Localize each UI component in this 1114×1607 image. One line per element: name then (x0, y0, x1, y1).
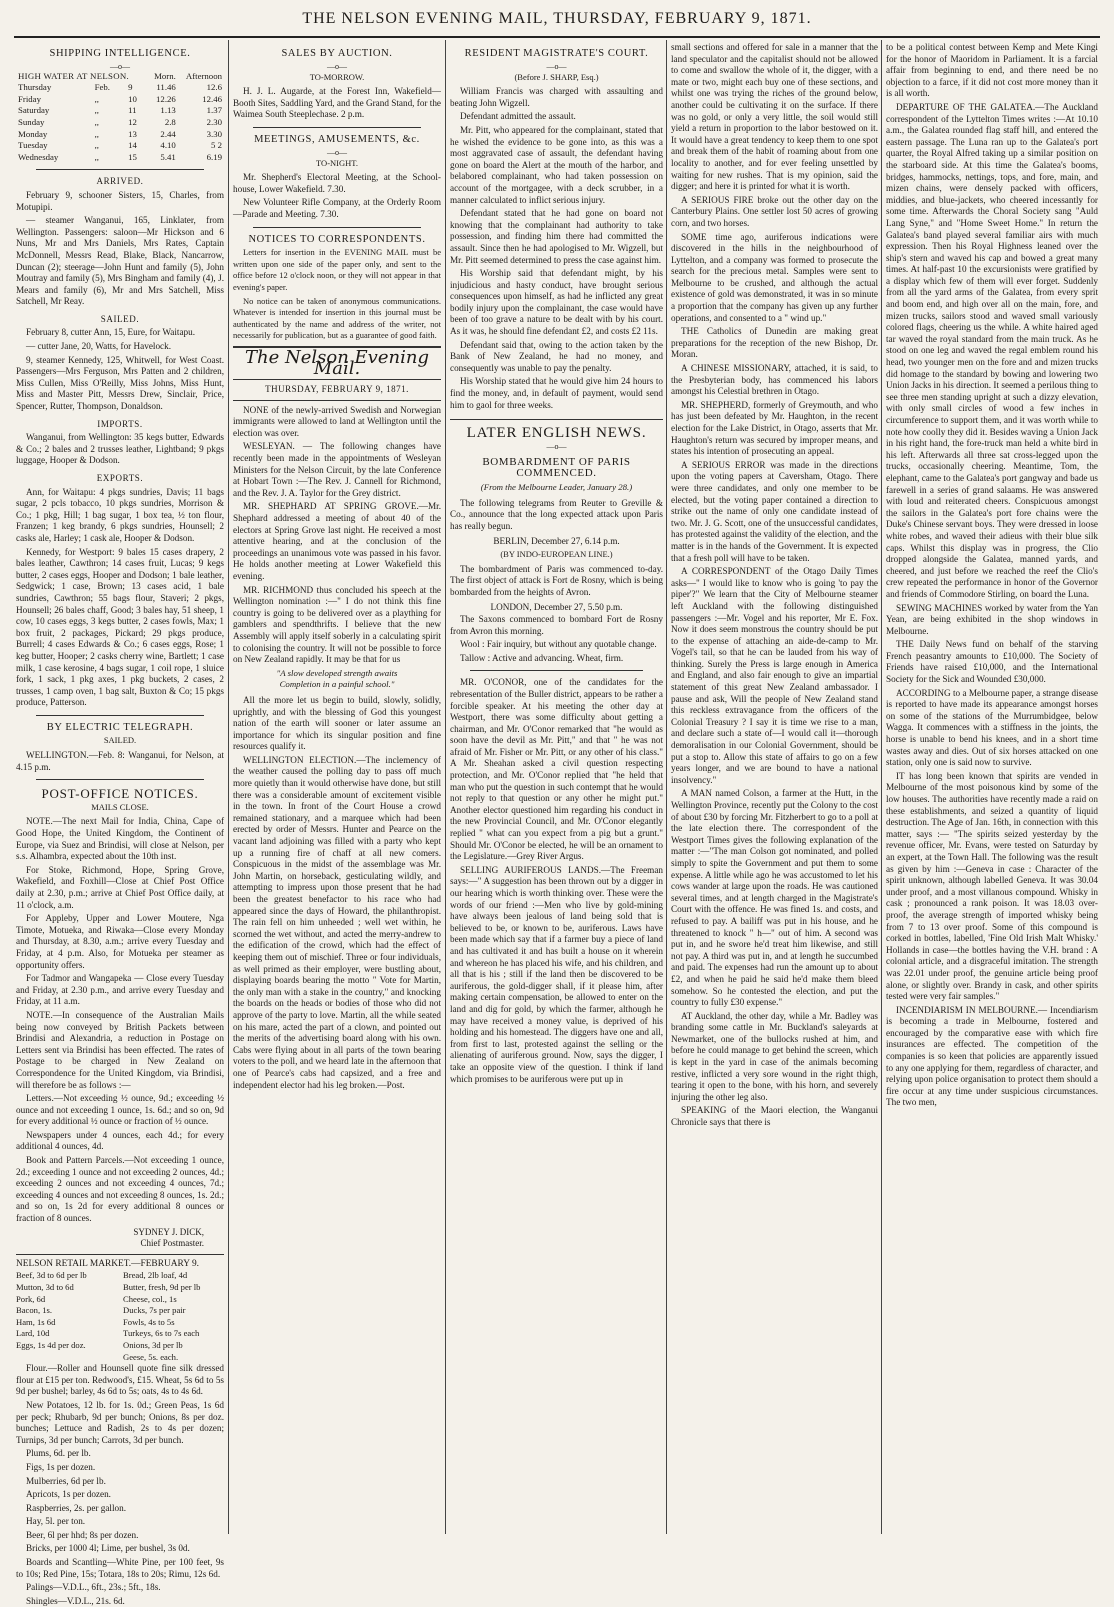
tide-cell: Saturday (18, 105, 50, 116)
column-1 (16, 42, 224, 1606)
court-para: Defendant said that, owing to the action taken by the Bank of New Zealand, he had no money, and consequently was unable to pay the penalty. (450, 339, 663, 373)
post-signature: SYDNEY J. DICK, (133, 1226, 204, 1237)
column-divider (666, 40, 667, 1534)
market-para: Boards and Scantling—White Pine, per 100 feet, 9s to 10s; Red Pine, 15s; Totara, 18s to 20s; Rimu, 12s 6d. (16, 1557, 224, 1579)
tide-cell: 3.30 (206, 128, 222, 139)
article-para: A CHINESE MISSIONARY, attached, it is said, to the Presbyterian body, has commenced his labors amongst his Celestial brethren in Otago. (671, 363, 878, 397)
article-para: A MAN named Colson, a farmer at the Hutt, in the Wellington Province, recently put the Colony to the cost of about £30 by forcing Mr. Fitzherbert to go to a poll at the late election there. The correspondent of the Westport Times gives the following explanation of the matter :—"The man Colson got nominated, and polled simply to spite the Government and put them to some expense. A little while ago he was accustomed to let his cows wander at large upon the roads. He was cautioned several times, and at length charged in the Magistrate's Court with the offence. He was fined 1s. and costs, and refused to pay. A bailiff was put in his house, and he threatened to knock " h—" out of him. A second was put in, and he swore he'd treat him likewise, and still not pay. A third was put in, and at length he succumbed and paid. The expenses had run the amount up to about £2, and when he paid he said he'd make them bleed somehow. So he contested the election, and put the country to fully £30 expense." (671, 788, 878, 1008)
market-item: Bread, 2lb loaf, 4d (123, 1270, 188, 1281)
article-para: SEWING MACHINES worked by water from the Yan Yean, are being exhibited in the shop windows in Melbourne. (886, 602, 1098, 636)
article-para: All the more let us begin to build, slowly, solidly, uprightly, and with the blessing of God this youngest nation of the earth will sooner or later assume an importance for which its singular position and fine resources qualify it. (233, 694, 441, 752)
bombard-heading: BOMBARDMENT OF PARIS COMMENCED. (482, 455, 631, 480)
tide-cell: 6.19 (206, 151, 222, 162)
imports-heading: IMPORTS. (97, 418, 143, 429)
column-divider (881, 40, 882, 1534)
tide-row (16, 105, 224, 117)
market-item: Geese, 5s. each. (123, 1351, 179, 1362)
imports-para: Wanganui, from Wellington: 35 kegs butter, Edwards & Co.; 2 bales and 2 trusses leather, Lightband; 9 pkgs luggage, Hooper & Dodson. (16, 432, 224, 466)
market-para: Plums, 6d. per lb. (26, 1448, 91, 1459)
column-divider (228, 40, 229, 1534)
column-5 (886, 42, 1098, 1532)
market-para: Palings—V.D.L., 6ft., 23s.; 5ft., 18s. (26, 1582, 161, 1593)
separator (470, 670, 643, 671)
article-para: SELLING AURIFEROUS LANDS.—The Freeman says:—" A suggestion has been thrown out by a digger in our hearing which is worth thinking over. These were the words of our friend :—Men who live by gold-mining have always been jealous of land being sold that is believed to be, or known to be, auriferous. Laws have been made which say that if a farmer buy a piece of land and has cultivated it and has built a house on it wherein and whereon he has placed his wife, and his children, and all that is his ; still if the land then be discovered to be auriferous, the gold-digger shall, if it please him, after making certain compensation, be allowed to enter on the land and dig for gold, by which the farmer, although he may have received a money value, is deprived of his holding and his homestead. The diggers have one and all, from first to last, protested against the selling or the alienating of auriferous ground. Now, says the digger, I take an opposite view of the question. I think if land which promises to be auriferous were put up in (450, 864, 663, 1084)
tide-row (16, 117, 224, 129)
market-item: Onions, 3d per lb (123, 1339, 183, 1350)
tide-cell: 10 (128, 93, 137, 104)
court-para: Mr. Pitt, who appeared for the complainant, stated that he wished the evidence to be gone into, as this was a most aggravated case of assault, the defendant having gone on board the Alert at the mouth of the harbor, and belabored complainant, who had taken possession on account of the mortgagee, with a deck scrubber, in a manner calculated to inflict serious injury. (450, 124, 663, 205)
post-para: NOTE.—The next Mail for India, China, Cape of Good Hope, the United Kingdom, the Continent of Europe, via Suez and Brindisi, will close at Nelson, per s.s. Alhambra, expected about the 10th inst. (16, 816, 224, 862)
tide-header: Afternoon (185, 70, 222, 81)
article-para: MR. O'CONOR, one of the candidates for the rebresentation of the Buller district, appears to be rather a forcible speaker. At his meeting the other day at Westport, there was some difficulty about getting a chairman, and Mr. O'Conor remarked that "he would as soon have the devil as Mr. Pitt," and that " he was not afraid of Mr. Fisher or Mr. Pitt, or any other of his class." A Mr. Sheahan asked a civil question respecting protection, and Mr. O'Conor replied that "he held that man who put the question in such contempt that he would not reply to that question or any other he might put." Another elector questioned him regarding his conduct in the new Provincial Council, and Mr. O'Conor elegantly replied " what can you expect from a pig but a grunt." Should Mr. O'Conor be elected, he will be an ornament to the Legislature.—Grey River Argus. (450, 677, 663, 862)
tide-cell: 1.37 (206, 105, 222, 116)
news-source: (From the Melbourne Leader, January 28.) (480, 482, 633, 492)
tide-header: HIGH WATER AT NELSON. (18, 70, 130, 81)
article-para: to be a political contest between Kemp and Mete Kingi for the honor of Maoridom in Parliament. It is a farcial affair from beginning to end, and there need be no objection to a farce, if it did not cost more money than it is all worth. (886, 42, 1098, 99)
separator (253, 127, 421, 128)
market-item: Fowls, 4s to 5s (123, 1316, 175, 1327)
sales-heading: SALES BY AUCTION. (281, 48, 393, 59)
tide-header-row (16, 71, 224, 83)
sailed-heading: SAILED. (100, 313, 140, 324)
separator (233, 379, 441, 380)
berlin-dateline: BERLIN, December 27, 6.14 p.m. (493, 536, 620, 547)
tide-cell: 5.41 (160, 151, 176, 162)
article-para: A SERIOUS ERROR was made in the directions upon the voting papers at Caversham, Otago. There were three candidates, and only one member to be elected, but the voting paper contained a direction to strike out the name of only one candidate instead of two. Mr. J. G. Scott, one of the unsuccessful candidates, has protested against the validity of the election, and the matter is in the hands of the Government. It is expected that a fresh poll will have to be taken. (671, 459, 878, 563)
article-para: small sections and offered for sale in a manner that the land speculator and the capitalist should not be allowed to come and swallow the whole of it, the digger, with a mate or two, might each buy one of these sections, and whilst one was trying the riches of the ground below, another could be cultivating it on the surface. If there was no gold, or only a very little, the soil would still yield a return in proportion to the labor bestowed on it. It would have a great tendency to keep them to one spot and break them of the habit of roaming about from one locality to another, and for ever feeling unsettled by waiting for new rushes. That is my opinion, said the digger; and here it is printed for what it is worth. (671, 42, 878, 192)
tide-cell: 13 (128, 128, 137, 139)
meetings-para: New Volunteer Rifle Company, at the Orderly Room—Parade and Meeting. 7.30. (233, 197, 441, 219)
article-body (233, 695, 441, 1091)
column-3 (450, 42, 663, 1532)
tide-cell: Tuesday (18, 140, 48, 151)
article-body (450, 677, 663, 1085)
article-para: MR. RICHMOND thus concluded his speech at the Wellington nomination :—" I do not think this fine country is going to be delivered over as a plaything for gamblers and spendthrifts. I believe that the new Assembly will apply itself soberly in a calculating spirit to colonising the country. It will not be possible to force on New Zealand rapidly. It may be that for us (233, 584, 441, 665)
tide-row (16, 82, 224, 94)
berlin-para: The bombardment of Paris was commenced to-day. The first object of attack is Fort de Rosny, which is being bombarded from the heights of Avron. (450, 563, 663, 597)
post-para: Letters.—Not exceeding ½ ounce, 9d.; exceeding ½ ounce and not exceeding 1 ounce, 1s. 6d.; and so on, 9d for every additional ½ ounce or fraction of ½ ounce. (16, 1093, 224, 1127)
tide-rows (16, 82, 224, 163)
notices-para: No notice can be taken of anonymous communications. Whatever is intended for insertion in this journal must be authenticated by the name and address of the writer, not necessarily for publication, but as a guarantee of good faith. (233, 295, 441, 341)
tide-cell: 9 (128, 82, 133, 93)
tide-cell: 12.26 (156, 93, 176, 104)
exports-para: Ann, for Waitapu: 4 pkgs sundries, Davis; 11 bags sugar, 2 pcls tobacco, 10 pkgs sundries, Morrison & Co.; 1 pkg, Hill; 1 bag sugar, 1 box tea, ½ ton flour, Franzen; 1 keg brandy, 6 pkgs sundries, Hounsell; 2 casks ale, Harley; 1 cask ale, Hooper & Dodson. (16, 486, 224, 543)
article-para: IT has long been known that spirits are vended in Melbourne of the most poisonous kind by some of the low houses. The authorities have recently made a raid on these establishments, and seized a quantity of liquid destruction. The Age of Jan. 16th, in connection with this matter, says :— "The spirits seized yesterday by the revenue officer, Mr. Evans, were tested on Saturday by an expert, at the Town Hall. The following was the result as given by him :—Geneva in case : Character of the spirit unknown, although labelled Geneva. It was 30.04 under proof, and a most villanous compound. Whisky in cask ; pronounced a rank poison. It was 18.03 over-proof, the average strength of imported whisky being from 7 to 13 over proof. Some of this compound is corked in bottles, labelled, 'Fine Old Irish Malt Whisky.' Hollands in case—the bottles having the V.H. brand : A colonial article, and a disgraceful imitation. The strength was 22.01 under proof, the genuine article being proof alone, or slightly over. Brandy in cask, and other spirits tested were very fair samples." (886, 770, 1098, 1002)
market-list (16, 1270, 224, 1363)
article-para: A CORRESPONDENT of the Otago Daily Times asks—" I would like to know who is going 'to pay the piper'?" We learn that the City of Melbourne steamer left Auckland with the following distinguished passengers :—Mr. Vogel and his reporter, Mr E. Fox. Now it does seem monstrous the country should be put to the expense of attaching an aide-de-camp to Mr. Vogel's tail, so that he can be lauded from his way of thinking. Surely the Press is large enough in America and England, and also fair enough to give an impartial statement of this great New Zealand ambassador. I pause and ask, Will the people of New Zealand stand this reckless extravagance from the officers of the Colonial Treasury ? I say it is time we rise to a man, and declare such a state of—I would call it—thorough demoralisation in our Colonial Government, should be put a stop to. Allow this state of affairs to go on a few years longer, and we are bound to have a national insolvency." (671, 566, 878, 785)
verse-line: "A slow developed strength awaits (276, 667, 398, 678)
court-para: William Francis was charged with assaulting and beating John Wigzell. (450, 86, 663, 108)
market-item: Lard, 10d (16, 1328, 50, 1339)
arrived-para: — steamer Wanganui, 165, Linklater, from Wellington. Passengers: saloon—Mr Hickson and 6 Nuns, Mr and Mrs Daniels, Mrs Rates, Captain McDonnell, Messrs Read, Blake, Black, Nancarrow, Duncan (2); steerage—John Hunt and family (5), John Moutray and family (5), Mrs Bingham and family (4), J. Mears and family (6), Mr and Mrs Satchell, Miss Satchell, Mr Reay. (16, 215, 224, 307)
tide-cell: Wednesday (18, 151, 59, 162)
market-para: Raspberries, 2s. per gallon. (26, 1502, 127, 1513)
tide-cell: 11 (128, 105, 137, 116)
mails-heading: MAILS CLOSE. (91, 801, 149, 812)
article-para: DEPARTURE OF THE GALATEA.—The Auckland correspondent of the Lyttelton Times writes :—At 10.10 a.m., the Galatea rounded flag staff hill, and entered the eastern passage. The Luna ran up to the Galatea's port quarter, the Royal Alfred taking up a similar position on the starboard side. At this time the Galatea's booms, bridges, hammocks, nettings, tops, and fore, main, and mizen chains, were densely packed with officers, middies, and blue-jackets, who cheered incessantly for some time. Afterwards the Choral Society sang "Auld Lang Syne," and "Home Sweet Home." In return the Galatea's band played several familiar airs with much expression. Then his Royal Highness leaned over the ship's stern and waved his cap and bowed a great many times. At half-past 10 the excursionists were gratified by a display which few of them will ever forget. Suddenly from all the yard arms of the Galatea, from every sprit and boom end, and high over all on the main, fore, and mizen trucks, sailors stood and waved small variously colored flags, cheering us the while. A white haired aged tar waved the royal standard from the main truck. As he stood on one leg and waved the regal emblem round his head, two younger men on the fore and and mizen trucks did homage to the standard by bowing and lowering two Union Jacks in his direction. It seemed a perilous thing to see three men standing upright at such a dizzy elevation, with only small circles of wood a few inches in circumference to support them, and it was worth while to note how coolly they did it. Besides waving a Union Jack in his right hand, the fore-truck man held a white bird in his left. Afterwards all three sat cross-legged upon the trucks, occasionally cheering. Meantime, Tom, the elephant, came to the Galatea's port gangway and bade us farewell in a series of grand salaams. He was answered with loud and reiterated cheers. Conspicuous amongst the sailors in the Galatea's port fore chains were the Duke's Chinese servant boys. They were dressed in loose white robes, and waved their adieus with their blue silk caps. Whilst this display was in progress, the Clio dropped alongside the Galatea, manned yards, and cheered, and just before we reached the reef the Clio's crew repeated the performance in honor of the Governor and friends of Commodore Stirling, on board the Luna. (886, 101, 1098, 599)
article-para: SPEAKING of the Maori election, the Wanganui Chronicle says that there is (671, 1105, 878, 1128)
tallow-para: Tallow : Active and advancing. Wheat, firm. (460, 652, 624, 663)
ornament: —o— (110, 61, 130, 71)
tide-cell: 12.46 (202, 93, 222, 104)
court-para: His Worship said that defendant might, by his injudicious and hasty conduct, have brought serious consequences upon himself, as had he inflicted any great bodily injury upon the complainant, the case would have been of too grave a nature to be dealt with by his court. As it was, he should fine defendant £2, and costs £2 11s. (450, 268, 663, 337)
tide-cell: 5 2 (211, 140, 222, 151)
market-item: Ducks, 7s per pair (123, 1305, 186, 1316)
tide-cell: 15 (128, 151, 137, 162)
post-para: Book and Pattern Parcels.—Not exceeding 1 ounce, 2d.; exceeding 1 ounce and not exceeding 2 ounces, 4d.; exceeding 2 ounces and not exceeding 4 ounces, 7d.; exceeding 4 ounces and not exceeding 8 ounces, 1s. 2d.; and so on, 1s 2d for every additional 8 ounces or fraction of 8 ounces. (16, 1155, 224, 1224)
market-item: Mutton, 3d to 6d (16, 1282, 74, 1292)
post-para: For Appleby, Upper and Lower Moutere, Nga Timote, Motueka, and Riwaka—Close every Monday and Thursday, at 8.30, a.m.; arrive every Tuesday and Friday, at 4 p.m. Also, for Motueka per steamer as opportunity offers. (16, 913, 224, 970)
arrived-heading: ARRIVED. (96, 176, 144, 187)
sailed-para: February 8, cutter Ann, 15, Eure, for Waitapu. (26, 327, 196, 338)
market-item: Cheese, col., 1s (123, 1293, 177, 1304)
ornament: —o— (327, 147, 347, 157)
market-para: Beer, 6l per hhd; 8s per dozen. (26, 1529, 139, 1540)
notices-para: Letters for insertion in the EVENING MAIL must be written upon one side of the paper only, and sent to the office before 12 o'clock noon, or they will not appear in that evening's paper. (233, 247, 441, 292)
market-heading: NELSON RETAIL MARKET.—FEBRUARY 9. (16, 1258, 200, 1269)
london-dateline: LONDON, December 27, 5.50 p.m. (490, 602, 623, 613)
market-item: Turkeys, 6s to 7s each (123, 1328, 200, 1339)
market-right (123, 1270, 224, 1363)
tide-cell: ,, (94, 151, 99, 162)
tide-table (16, 71, 224, 164)
verse (233, 668, 441, 691)
article-para: THE Catholics of Dunedin are making great preparations for the reception of the new Bishop, Dr. Moran. (671, 326, 878, 360)
tide-cell: ,, (94, 116, 99, 127)
separator (253, 227, 421, 228)
column-4 (671, 42, 878, 1532)
article-para: WELLINGTON ELECTION.—The inclemency of the weather caused the polling day to pass off much more quietly than it would otherwise have done, but still there was a considerable amount of excitement visible in the town. In front of the Court House a crowd remained stationary, and a marquee which had been erected by order of Messrs. Hunter and Pearce on the vacant land adjoining was filled with a party who kept up a running fire of chaff at all new comers. Conspicuous in the midst of the assemblage was Mr. John Martin, on horseback, gesticulating wildly, and attempting to impress upon those present that he had been the greatest benefactor to his race who had appeared since the days of Howard, the philanthropist. The rain fell on him unheeded ; well wet within, he scorned the wet without, and acted the merry-andrew to the edification of the crowd, which had the effect of keeping them out of mischief. Three or four individuals, as well primed as their employer, were bustling about, displaying boards bearing the motto " Vote for Martin, the only man with a stake in the country," and knocking the boards on the heads or bodies of those who did not approve of the party to love. Martin, all the while seated on his mare, acted the part of a clown, and pointed out the merits of the advertising board along with his own. Cabs were flying about in all parts of the town bearing voters to the poll, and we heard late in the afternoon that one of Pearce's cabs had capsized, and a free and independent elector had his leg broken.—Post. (233, 754, 441, 1090)
sailed-para: 9, steamer Kennedy, 125, Whitwell, for West Coast. Passengers—Mrs Ferguson, Mrs Patten and 2 children, Miss Cullen, Miss O'Reilly, Miss Johns, Miss Hunt, Miss and Master Pitt, Messrs Drew, Sinclair, Price, Spencer, Rutter, Thompson, Donaldson. (16, 354, 224, 412)
london-para: The Saxons commenced to bombard Fort de Rosny from Avron this morning. (450, 613, 663, 636)
article-para: WESLEYAN. — The following changes have recently been made in the appointments of Wesleyan Ministers for the Nelson Circuit, by the late Conference at Hobart Town :—The Rev. J. Cannell for Richmond, and the Rev. J. A. Taylor for the Grey district. (233, 441, 441, 498)
market-left (16, 1270, 117, 1363)
ornament: —o— (327, 61, 347, 71)
shipping-heading: SHIPPING INTELLIGENCE. (49, 48, 191, 59)
court-para: Defendant admitted the assault. (460, 111, 576, 122)
article-para: SOME time ago, auriferous indications were discovered in the hills in the neighbourhood of Lyttelton, and a company was formed to prosecute the search for the precious metal. Samples were sent to Melbourne to be crushed, and although the actual existence of gold was demonstrated, it was in so minute a proportion that the company has given up any further operations, and consented to a " wind up." (671, 231, 878, 323)
post-para: NOTE.—In consequence of the Australian Mails being now conveyed by British Packets between Brindisi and Alexandria, a reduction in Postage on Letters sent via Brindisi has been effected. The rates of Postage to be charged in New Zealand on Correspondence for the United Kingdom, via Brindisi, will therefore be as follows :— (16, 1009, 224, 1090)
article-para: MR. SHEPHERD, formerly of Greymouth, and who has just been defeated by Mr. Haughton, in the recent election for the Lake District, in Otago, asserts that Mr. Haughton's return was secured by improper means, and states his intention of prosecuting an appeal. (671, 399, 878, 457)
separator (450, 419, 663, 420)
tide-cell: 12 (128, 116, 137, 127)
tide-header: Morn. (154, 70, 176, 81)
article-body (233, 405, 441, 666)
verse-line: Completion in a painful school." (279, 679, 395, 690)
court-para: His Worship stated that he would give him 24 hours to find the money, and, in default of payment, would send him to gaol for three weeks. (450, 376, 663, 410)
sales-para: H. J. L. Augarde, at the Forest Inn, Wakefield—Booth Sites, Saddling Yard, and the Grand Stand, for the Waimea South Steeplechase. 2 p.m. (233, 86, 441, 120)
tide-cell: ,, (94, 105, 99, 116)
ornament: —o— (546, 441, 567, 451)
column-divider (445, 40, 446, 1534)
tide-cell: 4.10 (160, 140, 176, 151)
separator (233, 400, 441, 401)
paper-dateline: THURSDAY, FEBRUARY 9, 1871. (265, 384, 409, 395)
tide-cell: 1.13 (160, 105, 176, 116)
market-para: Mulberries, 6d per lb. (26, 1475, 106, 1486)
paper-title: The Nelson Evening Mail. (245, 346, 429, 380)
market-item: Bacon, 1s. (16, 1305, 53, 1316)
article-para: ACCORDING to a Melbourne paper, a strange disease is reported to have made its appearance amongst horses on some of the stations of the Murrumbidgee, below Wagga. It commences with a stiffness in the joints, the horse is unable to bend his knees, and in a short time wastes away and dies. Out of six horses attacked on one station, only one is said now to survive. (886, 687, 1098, 768)
exports-para: Kennedy, for Westport: 9 bales 15 cases drapery, 2 bales leather, Cawthron; 14 cases fruit, Lucas; 9 kegs butter, 2 cases eggs, Hooper and Dodson; 1 bale leather, Sedgwick; 1 case, Brown; 13 cases acid, 1 bale sundries, Cawthron; 55 bags flour, Staveri; 2 pkgs, Hounsell; 26 bales chaff, Good; 3 bales hay, 51 sheep, 1 cow, 10 cases eggs, 3 kegs butter, 2 cases fowls, Max; 1 box fruit, 2 packages, Pickard; 29 pkgs produce, Burrell; 4 cases Edwards & Co.; 6 cases eggs, Rose; 1 keg butter, Hooper; 2 casks cherry wine, Bartlett; 1 case milk, 1 case kerosine, 4 bags sugar, 1 coil rope, 1 sluice fork, 1 sack, 1 pkg axes, 1 pkg buckets, 2 cases, 2 trusses, 1 camp oven, 1 bag salt, Buxton & Co; 15 pkgs produce, Patterson. (16, 546, 224, 708)
news-heading: LATER ENGLISH NEWS. (466, 425, 647, 442)
tide-cell: 14 (128, 140, 137, 151)
post-signature-title: Chief Postmaster. (140, 1238, 204, 1249)
post-para: Newspapers under 4 ounces, each 4d.; for every additional 4 ounces, 4d. (16, 1129, 224, 1152)
tide-cell: Feb. (94, 82, 110, 93)
sailed-para: — cutter Jane, 20, Watts, for Havelock. (26, 341, 172, 352)
separator (36, 169, 204, 170)
tide-cell: ,, (94, 140, 99, 151)
meetings-para: Mr. Shepherd's Electoral Meeting, at the School-house, Lower Wakefield. 7.30. (233, 172, 441, 194)
post-para: For Tadmor and Wangapeka — Close every Tuesday and Friday, at 2.30 p.m., and arrive every Tuesday and Friday, at 11 a.m. (16, 973, 224, 1007)
post-para: For Stoke, Richmond, Hope, Spring Grove, Wakefield, and Foxhill—Close at Chief Post Office daily at 2.30, p.m.; arrive at Chief Post Office daily, at 11 o'clock, a.m. (16, 864, 224, 910)
tide-cell: 11.46 (156, 82, 176, 93)
tide-row (16, 140, 224, 152)
post-heading: POST-OFFICE NOTICES. (41, 786, 199, 802)
court-body (450, 86, 663, 411)
telegraph-sub: SAILED. (103, 735, 137, 746)
wool-para: Wool : Fair inquiry, but without any quotable change. (460, 639, 657, 650)
telegraph-heading: BY ELECTRIC TELEGRAPH. (46, 721, 194, 733)
tide-cell: Friday (18, 93, 41, 104)
market-item: Ham, 1s 6d (16, 1316, 56, 1327)
arrived-para: February 9, schooner Sisters, 15, Charles, from Motupipi. (16, 189, 224, 212)
tide-cell: Thursday (18, 82, 52, 93)
market-para: Flour.—Roller and Hounsell quote fine silk dressed flour at £15 per ton. Redwood's, £15. Wheat, 5s 6d to 5s 9d per bushel; barley, 4s 6d to 5s; oats, 4s to 4s 6d. (16, 1363, 224, 1397)
tide-row (16, 129, 224, 141)
court-heading: RESIDENT MAGISTRATE'S COURT. (464, 48, 649, 59)
notices-heading: NOTICES TO CORRESPONDENTS. (248, 233, 426, 245)
market-item: Pork, 6d (16, 1293, 46, 1304)
telegraph-para: WELLINGTON.—Feb. 8: Wanganui, for Nelson, at 4.15 p.m. (16, 750, 224, 772)
separator (36, 715, 204, 716)
market-para: Shingles—V.D.L., 21s. 6d. (26, 1595, 125, 1606)
ornament: —o— (546, 61, 567, 71)
berlin-sub: (BY INDO-EUROPEAN LINE.) (500, 548, 613, 559)
sales-sub: TO-MORROW. (309, 71, 365, 82)
top-rule (14, 36, 1100, 38)
column-2 (233, 42, 441, 1532)
market-paras (16, 1363, 224, 1607)
market-para: Hay, 5l. per ton. (26, 1516, 86, 1527)
tide-cell: ,, (94, 128, 99, 139)
separator (36, 779, 204, 780)
article-para: INCENDIARISM IN MELBOURNE.— Incendiarism is becoming a trade in Melbourne, fostered and encouraged by the comparative ease with which fire insurances are effected. The competition of the companies is so keen that policies are apparently issued to any one applying for them, regardless of character, and relying upon police organisation to protect them should a fire occur at any time under suspicious circumstances. The two men, (886, 1004, 1098, 1108)
market-para: New Potatoes, 12 lb. for 1s. 0d.; Green Peas, 1s 6d per peck; Rhubarb, 9d per bunch; Onions, 8s per doz. bunches; Lettuce and Radish, 2s to 4s per dozen; Turnips, 3d per bunch; Carrots, 3d per bunch. (16, 1399, 224, 1445)
meetings-heading: MEETINGS, AMUSEMENTS, &c. (254, 133, 420, 145)
market-para: Figs, 1s per dozen. (26, 1461, 96, 1472)
tide-row (16, 94, 224, 106)
tide-cell: ,, (94, 93, 99, 104)
tide-cell: 2.30 (206, 116, 222, 127)
market-para: Apricots, 1s per dozen. (26, 1489, 111, 1500)
tide-cell: Sunday (18, 116, 45, 127)
tide-cell: 2.8 (164, 116, 176, 127)
article-para: MR. SHEPHARD AT SPRING GROVE.—Mr. Shephard addressed a meeting of about 40 of the electors at Spring Grove last night. He received a most attentive hearing, and at the conclusion of the proceedings an unanimous vote was passed in his favor. He holds another meeting at Lower Wakefield this evening. (233, 501, 441, 581)
market-item: Butter, fresh, 9d per lb (123, 1282, 201, 1292)
meetings-sub: TO-NIGHT. (316, 157, 358, 168)
separator (16, 1254, 224, 1255)
article-para: AT Auckland, the other day, while a Mr. Badley was branding some cattle in Mr. Buckland's saleyards at Newmarket, one of the bullocks rushed at him, and before he could manage to get behind the screen, which is kept in the yard in case of the animals becoming restive, inflicted a very sore wound in the right thigh, tearing it open to the bone, with his horn, and severely injuring the other leg also. (671, 1010, 878, 1102)
tide-row (16, 152, 224, 164)
tide-cell: 12.6 (206, 82, 222, 93)
court-sub: (Before J. SHARP, Esq.) (514, 71, 599, 82)
masthead: THE NELSON EVENING MAIL, THURSDAY, FEBRUARY 9, 1871. (302, 10, 812, 27)
market-item: Eggs, 1s 4d per doz. (16, 1339, 86, 1350)
tide-cell: 2.44 (160, 128, 176, 139)
tide-cell: Monday (18, 128, 48, 139)
article-para: THE Daily News fund on behalf of the starving French peasantry amounts to £10,000. The Society of Friends have raised £10,000, and the International Society for the Sick and Wounded £30,000. (886, 639, 1098, 685)
exports-heading: EXPORTS. (96, 473, 144, 483)
article-para: NONE of the newly-arrived Swedish and Norwegian immigrants were allowed to land at Wellington until the election was over. (233, 404, 441, 438)
market-item: Beef, 3d to 6d per lb (16, 1270, 87, 1281)
market-para: Bricks, per 1000 4l; Lime, per bushel, 3s 0d. (26, 1543, 190, 1554)
article-para: A SERIOUS FIRE broke out the other day on the Canterbury Plains. One settler lost 50 acres of growing corn, and two horses. (671, 194, 878, 228)
news-para: The following telegrams from Reuter to Greville & Co., announce that the long expected attack upon Paris has really begun. (450, 497, 663, 531)
court-para: Defendant stated that he had gone on board not knowing that the complainant had authority to take possession, and finding him there had committed the assault. Since then he had apologised to Mr. Wigzell, but Mr. Pitt seemed determined to press the case against him. (450, 208, 663, 265)
